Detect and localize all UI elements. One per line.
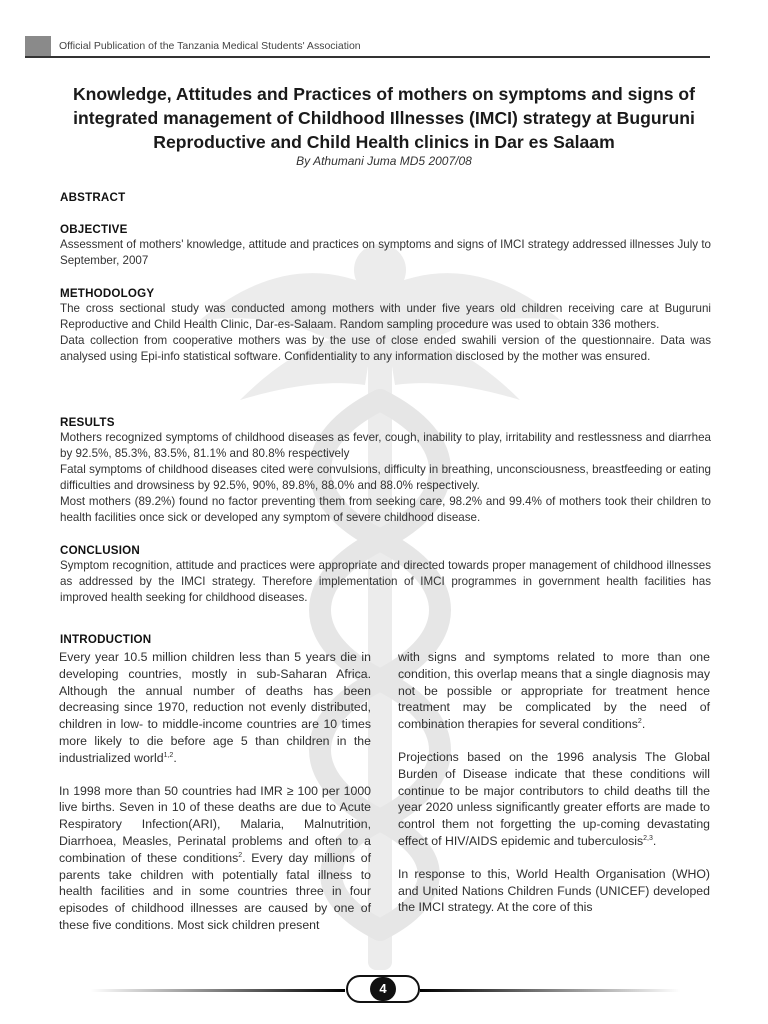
intro-paragraph [59,783,371,934]
citation: 1,2 [163,751,174,759]
page-number: 4 [370,977,396,1001]
intro-text: Every year 10.5 million children less than 5 years die in developing countries, mostly in sub-Saharan Africa. Although the annual number of deaths has been decreasing since 1970, reduction not evenly distributed, children in low- to middle-income countries are 10 times more likely to die before age 5 than children in the industrialized world [59,650,371,765]
conclusion-section [60,544,711,606]
methodology-heading: METHODOLOGY [60,287,155,300]
intro-text: In 1998 more than 50 countries had IMR ≥ 100 per 1000 live births. Seven in 10 of these deaths are due to Acute Respiratory Infection(ARI), Malaria, Malnutrition, Diarrhoea, Measles, Perinatal problems and often to a combination of these conditions [59,783,371,865]
abstract-heading-block [60,191,711,205]
intro-text: . [652,833,657,848]
intro-text: . [173,750,177,765]
footer-rule-left [90,989,345,992]
intro-text: . [641,717,646,732]
article-byline: By Athumani Juma MD5 2007/08 [296,154,472,168]
citation: 2 [637,718,642,726]
header-block [25,36,51,56]
objective-text: Assessment of mothers' knowledge, attitude and practices on symptoms and signs of IMCI strategy addressed illnesses July to September, 2007 [60,238,711,267]
methodology-paragraph: The cross sectional study was conducted among mothers with under five years old children receiving care at Buguruni Reproductive and Child Health Clinic, Dar-es-Salaam. Random sampling procedure was used to obtain 336 mothers. [60,302,711,331]
article-title: Knowledge, Attitudes and Practices of mothers on symptoms and signs of integrated management of Childhood Illnesses (IMCI) strategy at Buguruni Reproductive and Child Health clinics in Dar es Salaam [72,84,696,152]
results-section [60,416,711,526]
methodology-section [60,287,711,365]
abstract-heading: ABSTRACT [60,191,126,204]
citation: 2 [238,851,243,859]
intro-paragraph: In response to this, World Health Organisation (WHO) and United Nations Children Funds (UNICEF) developed the IMCI strategy. At the core of this [398,866,710,915]
conclusion-text: Symptom recognition, attitude and practices were appropriate and directed towards proper management of childhood illnesses as addressed by the IMCI strategy. Therefore implementation of IMCI programmes in government health facilities has improved health seeking for childhood diseases. [60,559,711,604]
intro-text: with signs and symptoms related to more than one condition, this overlap means that a single diagnosis may not be possible or appropriate for treatment hence treatment may be complicated by the need of combination therapies for several conditions [398,650,710,732]
footer-rule-right [420,989,680,992]
intro-left-column [59,649,371,950]
intro-text: Projections based on the 1996 analysis The Global Burden of Disease indicate that these conditions will continue to be major contributors to child deaths till the year 2020 unless significantly greater efforts are made to control them not forgetting the up-coming devastating effect of HIV/AIDS epidemic and tuberculosis [398,749,710,848]
intro-paragraph [398,649,710,733]
results-heading: RESULTS [60,416,115,429]
publication-header: Official Publication of the Tanzania Medical Students' Association [59,40,361,52]
intro-text: . Every day millions of parents take children with potentially fatal illness to health facilities and in some countries three in four episodes of childhood illnesses are caused by one of these five conditions. Most sick children present [59,850,371,932]
introduction-heading: INTRODUCTION [60,633,152,646]
results-paragraph: Most mothers (89.2%) found no factor preventing them from seeking care, 98.2% and 99.4% of mothers took their children to health facilities once sick or developed any symptom of severe childhood disease. [60,495,711,524]
introduction-heading-block [60,633,711,647]
citation: 2,3 [643,834,653,842]
objective-heading: OBJECTIVE [60,223,128,236]
objective-section [60,223,711,269]
conclusion-heading: CONCLUSION [60,544,140,557]
intro-paragraph [398,749,710,850]
intro-right-column [398,649,710,932]
results-paragraph: Mothers recognized symptoms of childhood diseases as fever, cough, inability to play, irritability and restlessness and diarrhea by 92.5%, 85.3%, 83.5%, 81.1% and 80.8% respectively [60,431,711,460]
methodology-paragraph: Data collection from cooperative mothers was by the use of close ended swahili version of the questionnaire. Data was analysed using Epi-info statistical software. Confidentiality to any information disclosed by the mother was ensured. [60,334,711,363]
intro-paragraph [59,649,371,767]
results-paragraph: Fatal symptoms of childhood diseases cited were convulsions, difficulty in breathing, unconsciousness, breastfeeding or eating difficulties and drowsiness by 92.5%, 90%, 89.8%, 88.0% and 88.0% respectively. [60,463,711,492]
header-rule [25,56,710,58]
